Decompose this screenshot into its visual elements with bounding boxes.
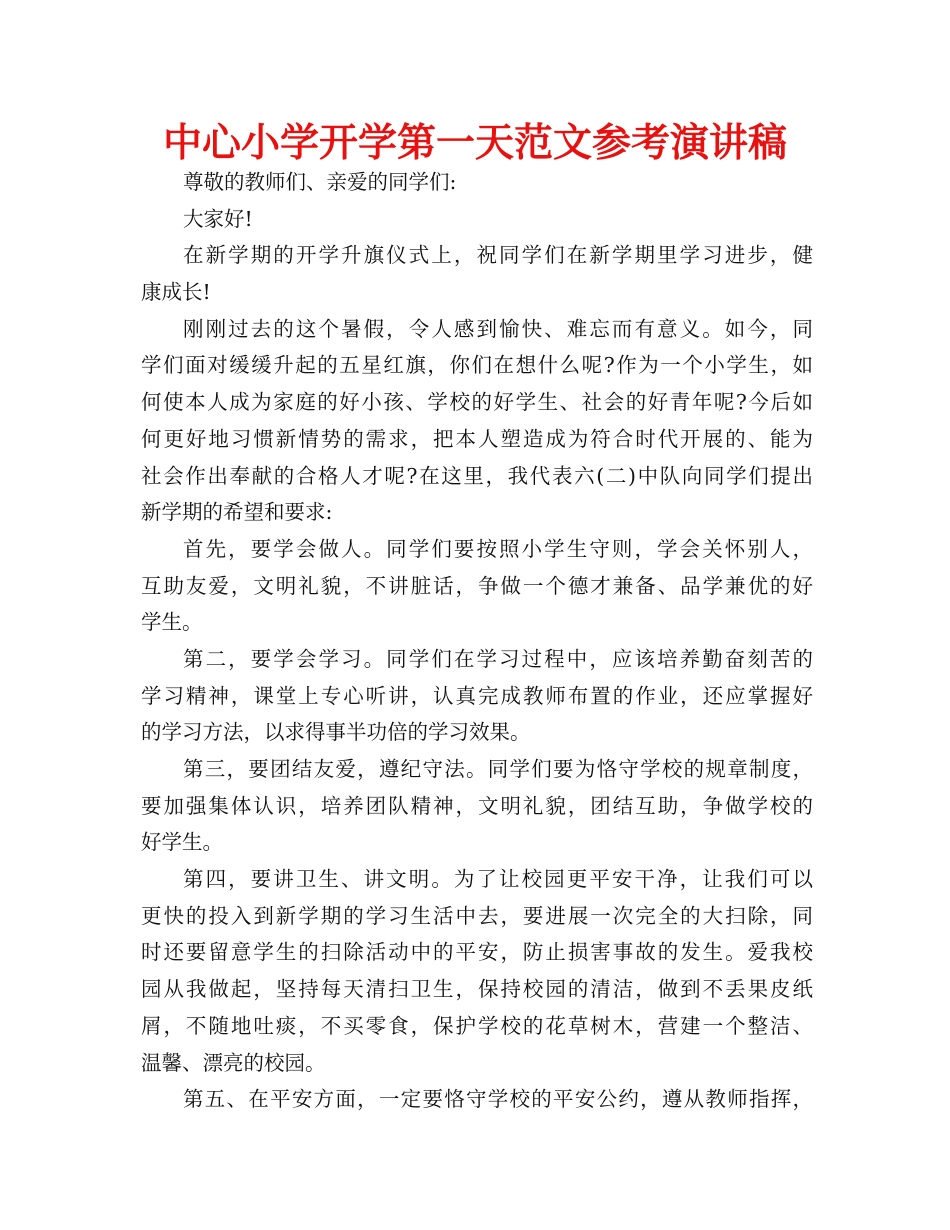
text-line: 互助友爱，文明礼貌，不讲脏话，争做一个德才兼备、品学兼优的好	[141, 573, 813, 598]
text-line: 第三，要团结友爱，遵纪守法。同学们要为恪守学校的规章制度，	[183, 757, 813, 781]
text-line: 刚刚过去的这个暑假，令人感到愉快、难忘而有意义。如今，同	[183, 316, 813, 341]
text-line: 第五、在平安方面，一定要恪守学校的平安公约，遵从教师指挥，	[183, 1087, 813, 1112]
text-line: 园从我做起，坚持每天清扫卫生，保持校园的清洁，做到不丢果皮纸	[141, 977, 813, 1002]
text-line: 温馨、漂亮的校园。	[141, 1050, 326, 1075]
document-title: 中心小学开学第一天范文参考演讲稿	[162, 121, 787, 166]
text-line: 要加强集体认识，培养团队精神，文明礼貌，团结互助，争做学校的	[141, 793, 813, 818]
text-line: 何使本人成为家庭的好小孩、学校的好学生、社会的好青年呢?今后如	[141, 390, 813, 415]
text-line: 何更好地习惯新情势的需求，把本人塑造成为符合时代开展的、能为	[141, 426, 813, 451]
text-line: 学生。	[141, 610, 203, 635]
text-line: 新学期的希望和要求:	[141, 500, 333, 525]
text-line: 学们面对缓缓升起的五星红旗，你们在想什么呢?作为一个小学生，如	[141, 353, 813, 378]
text-line: 在新学期的开学升旗仪式上，祝同学们在新学期里学习进步，健	[183, 243, 813, 268]
text-line: 更快的投入到新学期的学习生活中去，要进展一次完全的大扫除，同	[141, 903, 813, 928]
text-line: 学习精神，课堂上专心听讲，认真完成教师布置的作业，还应掌握好	[141, 683, 813, 708]
text-line: 屑，不随地吐痰，不买零食，保护学校的花草树木，营建一个整洁、	[141, 1013, 813, 1038]
text-line: 的学习方法，以求得事半功倍的学习效果。	[141, 720, 531, 745]
text-line: 康成长!	[141, 280, 211, 305]
text-line: 首先，要学会做人。同学们要按照小学生守则，学会关怀别人，	[183, 536, 813, 561]
text-line: 时还要留意学生的扫除活动中的平安，防止损害事故的发生。爱我校	[141, 940, 813, 965]
document-body	[141, 164, 813, 1118]
text-line: 第四，要讲卫生、讲文明。为了让校园更平安干净，让我们可以	[183, 867, 813, 892]
text-line: 大家好!	[183, 206, 253, 231]
text-line: 尊敬的教师们、亲爱的同学们:	[183, 170, 457, 194]
text-line: 好学生。	[141, 830, 223, 855]
text-line: 第二，要学会学习。同学们在学习过程中，应该培养勤奋刻苦的	[183, 646, 813, 671]
text-line: 社会作出奉献的合格人才呢?在这里，我代表六(二)中队向同学们提出	[141, 463, 813, 488]
